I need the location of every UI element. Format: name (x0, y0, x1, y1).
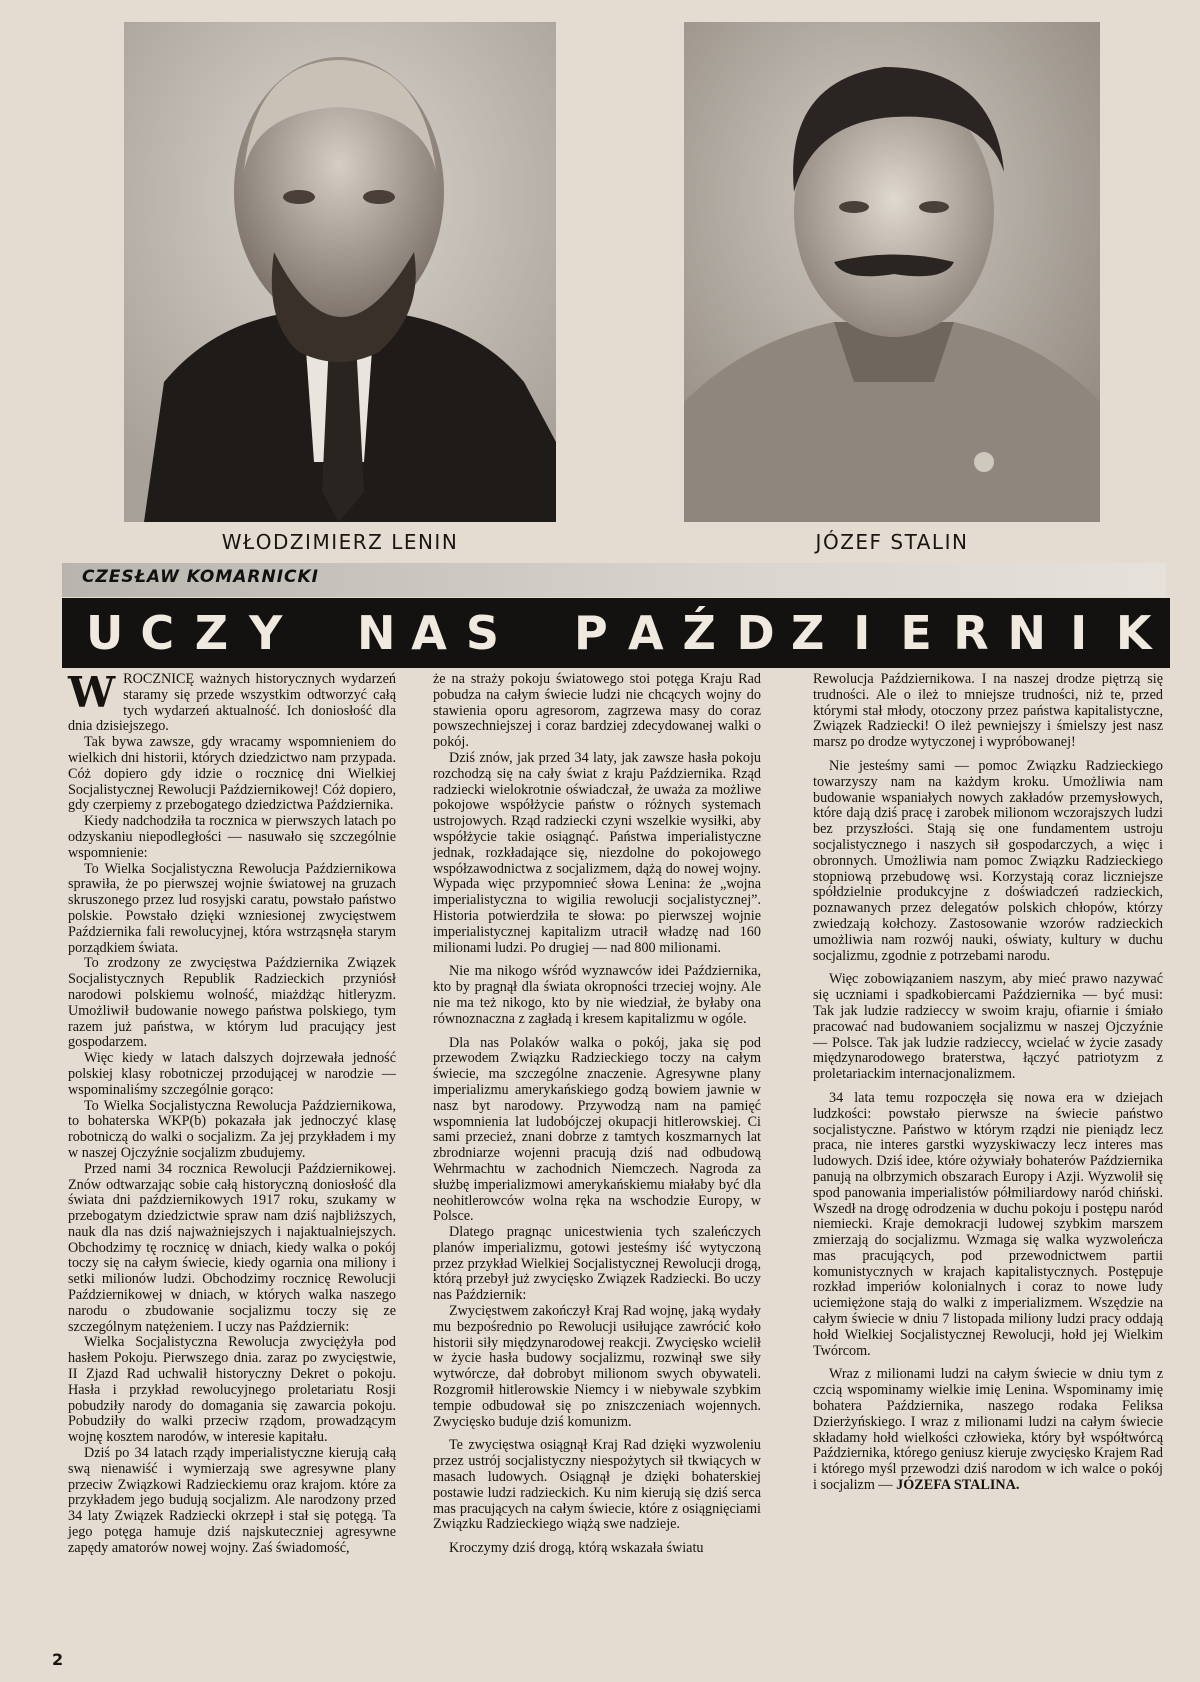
paragraph-text: ROCZNICĘ ważnych historycznych wydarzeń staramy się przede wszystkim odtworzyć całą tych wydarzeń aktualność. Ich doniosłość dla dnia dzisiejszego. (68, 671, 396, 735)
title-letter: K (1115, 606, 1152, 660)
portrait-caption-left: WŁODZIMIERZ LENIN (221, 530, 459, 554)
title-letter: Y (248, 606, 283, 660)
title-letter: Z (790, 606, 825, 660)
article-column-3 (813, 672, 1163, 1494)
article-paragraph: Dlatego pragnąc unicestwienia tych szaleńczych planów imperializmu, gotowi jesteśmy iść wytyczoną przez przykład Wielkiej Socjalistycznej Rewolucji drogą, którą przebył już zwycięsko Związek Radziecki. Bo uczy nas Październik: (433, 1224, 761, 1304)
article-paragraph: Nie jesteśmy sami — pomoc Związku Radzieckiego towarzyszy nam na każdym kroku. Umożliwia nam budowanie wspaniałych nowych zakładów przemysłowych, które dają dziś pracę i zarobek milionom wczorajszych ludzi bez przyszłości. Stają się one fundamentem ustroju socjalistycznego i naszych sił gospodarczych, a więc i obronnych. Umożliwia nam pomoc Związku Radzieckiego stopniową przebudowę wsi. Korzystają coraz liczniejsze spółdzielnie produkcyjne z doświadczeń radzieckich, poznawanych przez delegatów polskich chłopów, którzy zwiedzają kołchozy. Zastosowanie wzorów radzieckich umożliwia nam rozwój nauki, oświaty, kultury w duchu socjalizmu, zgodnie z potrzebami narodu. (813, 757, 1163, 964)
title-letter: I (1070, 606, 1088, 660)
article-paragraph: To Wielka Socjalistyczna Rewolucja Październikowa sprawiła, że po pierwszej wojnie światowej na gruzach skruszonego przez lud rosyjski caratu, powstało państwo polskie. Powstało dzięki wzniesionej zwycięstwem Października fali rewolucyjnej, która wstrząsnęła starym porządkiem świata. (68, 860, 396, 956)
title-letter: S (465, 606, 499, 660)
article-paragraph: Wielka Socjalistyczna Rewolucja zwyciężyła pod hasłem Pokoju. Pierwszego dnia. zaraz po zwycięstwie, II Zjazd Rad uchwalił historyczny Dekret o pokoju. Hasła i przykład rewolucyjnego proletariatu Rosji pobudziły narody do domagania się zawarcia pokoju. Pobudziły do walki przeciw rządom, prowadzącym wojnę kosztem narodów, w interesie kapitału. (68, 1334, 396, 1446)
article-paragraph: Kiedy nadchodziła ta rocznica w pierwszych latach po odzyskaniu niepodległości — nasuwało się szczególnie wspomnienie: (68, 813, 396, 861)
title-letter: A (628, 606, 664, 660)
article-column-2 (433, 672, 761, 1557)
article-paragraph: Dla nas Polaków walka o pokój, jaka się pod przewodem Związku Radzieckiego toczy na całym świecie, ma szczególne znaczenie. Agresywne plany imperializmu amerykańskiego godzą bowiem jawnie w nasz byt narodowy. Przywodzą nam na pamięć wspomnienia lat ludobójczej okupacji hitlerowskiej. Ci sami przecież, znani dobrze z tamtych koszmarnych lat zbrodniarze wojenni pracują dziś nad odbudową Wehrmachtu w zachodnich Niemczech. Nagroda za służbę imperializmowi amerykańskiemu miałaby być dla neohitlerowców wolna ręka na wschodzie Europy, w Polsce. (433, 1034, 761, 1225)
title-letter: P (573, 606, 608, 660)
article-paragraph: Dziś znów, jak przed 34 laty, jak zawsze hasła pokoju rozchodzą się na cały świat z kraju Października. Rząd radziecki wielokrotnie oświadczał, że uważa za możliwe pokojowe współżycie państw o różnych systemach ustrojowych. Rząd radziecki czyni wszelkie wysiłki, aby współżycie takie osiągnąć. Państwa imperialistyczne jednak, rozkładające się, niezdolne do pokojowego współzawodnictwa z socjalizmem, dążą do nowej wojny. Wypada więc przypomnieć słowa Lenina: że „wojna imperialistyczna to wigilia rewolucji socjalistycznej”. Historia potwierdziła te słowa: po pierwszej wojnie imperialistycznej kapitalizm utracił władzę nad 160 milionami ludzi. Po drugiej — nad 800 milionami. (433, 749, 761, 956)
article-paragraph (68, 668, 396, 735)
article-paragraph: 34 lata temu rozpoczęła się nowa era w dziejach ludzkości: powstało pierwsze na świecie państwo socjalistyczne. Państwo w którym rządzi nie pieniądz lecz praca, nie interes garstki wyzyskiwaczy lecz interes mas ludowych. Dziś idee, które ożywiały bohaterów Października panują na olbrzymich obszarach Europy i Azji. Wyzwolił się spod panowania imperialistów półmiliardowy naród chiński. Wszedł na drogę odrodzenia w duchu pokoju i postępu naród niemiecki. Kraje demokracji ludowej szybkim marszem zmierzają do socjalizmu. Wzmaga się walka wyzwoleńcza mas pracujących, pod przewodnictwem partii komunistycznych w krajach kapitalistycznych. Postępuje rozkład imperiów kolonialnych i coraz to nowe ludy uciemiężone stają do walki z imperializmem. Wszędzie na całym świecie w dniu 7 listopada miliony ludzi pracy oddają hołd Wielkiej Socjalistycznej Rewolucji, hołd jej Wielkim Twórcom. (813, 1089, 1163, 1359)
article-paragraph: Dziś po 34 latach rządy imperialistyczne kierują całą swą nienawiść i wymierzają swe agresywne plany przeciw Związkowi Radzieckiemu oraz krajom. które za przykładem jego budują socjalizm. Ale narodzony przed 34 laty Związek Radziecki okrzepł i stał się potęgą. Ta jego potęga hamuje dziś najskuteczniej agresywne zapędy amatorów nowej wojny. Zaś świadomość, (68, 1445, 396, 1556)
paragraph-text: Wraz z milionami ludzi na całym świecie w dniu tym z czcią wspominamy wielkie imię Lenina. Wspominamy imię bohatera Października, naszego rodaka Feliksa Dzierżyńskiego. I wraz z milionami ludzi na całym świecie składamy hołd wielkości człowieka, który był współtwórcą Października, którego geniusz kieruje zwycięsko Krajem Rad i którego myśl przewodzi dziś narodom w ich walce o pokój i socjalizm — (813, 1366, 1163, 1494)
article-paragraph: Rewolucja Październikowa. I na naszej drodze piętrzą się trudności. Ale o ileż to mniejsze trudności, niż te, przed którymi stał młody, otoczony przez państwa kapitalistyczne, Związek Radziecki! O ileż pewniejszy i śmielszy jest nasz marsz po drodze wytyczonej i wypróbowanej! (813, 671, 1163, 751)
article-paragraph: Więc zobowiązaniem naszym, aby mieć prawo nazywać się uczniami i spadkobiercami Października — być musi: Tak jak ludzie radzieccy w swoim kraju, ofiarnie i śmiało pracować nad budowaniem socjalizmu w naszej Ojczyźnie — Polsce. Tak jak ludzie radzieccy, wcielać w życie zasady międzynarodowego braterstwa, łączyć patriotyzm z proletariackim internacjonalizmem. (813, 971, 1163, 1083)
portrait-lenin (124, 22, 556, 522)
article-paragraph: Zwycięstwem zakończył Kraj Rad wojnę, jaką wydały mu bezpośrednio po Rewolucji usiłujące zawrócić koło historii siły międzynarodowej reakcji. Zwycięsko wcielił w życie hasła budowy socjalizmu, rozwinął swe siły wytwórcze, dał dobrobyt milionom swych obywateli. Rozgromił hitlerowskie Niemcy i w niebywale szybkim tempie odbudował się po zniszczeniach wojennych. Zwycięsko buduje dziś komunizm. (433, 1303, 761, 1430)
title-letter: N (1007, 606, 1046, 660)
title-letter: U (86, 606, 124, 660)
article-title (62, 598, 1170, 668)
closing-signature: JÓZEFA STALINA. (896, 1477, 1020, 1494)
title-letter: E (900, 606, 932, 660)
article-column-1 (68, 668, 396, 1557)
article-paragraph: Te zwycięstwa osiągnął Kraj Rad dzięki wyzwoleniu przez ustrój socjalistyczny niespożytych sił tkwiących w masach ludowych. Osiągnął je dzięki bohaterskiej postawie ludzi radzieckich. Ku nim kierują się dziś serca mas pracujących na całym świecie, które z osiągnięciami Związku Radzieckiego wiążą swe nadzieje. (433, 1437, 761, 1533)
portrait-lenin-image (124, 22, 556, 522)
title-letter: R (953, 606, 989, 660)
article-paragraph: Więc kiedy w latach dalszych dojrzewała jedność polskiej klasy robotniczej przodującej w narodzie — wspominaliśmy szczególnie gorąco: (68, 1050, 396, 1098)
title-letter: I (853, 606, 871, 660)
title-letter: A (411, 606, 447, 660)
title-letter: C (140, 606, 175, 660)
title-letter: N (357, 606, 396, 660)
title-letter: D (736, 606, 775, 660)
author-name: CZESŁAW KOMARNICKI (82, 567, 320, 587)
title-letter: Ź (682, 606, 716, 660)
article-paragraph (813, 1367, 1163, 1493)
article-paragraph: To zrodzony ze zwycięstwa Października Związek Socjalistycznych Republik Radzieckich przyniósł narodowi polskiemu wolność, miażdżąc hitleryzm. Umożliwił budowanie nowego państwa polskiego, tym razem już państwa, w którym lud pracujący jest gospodarzem. (68, 955, 396, 1051)
portrait-stalin-image (684, 22, 1100, 522)
article-paragraph: Przed nami 34 rocznica Rewolucji Październikowej. Znów odtwarzając sobie całą historyczną doniosłość dla świata dni październikowych 1917 roku, szukamy w przebogatym dziedzictwie spraw nam dziś najbliższych, nauk dla nas dziś najważniejszych i najaktualniejszych. Obchodzimy tę rocznicę w dniach, kiedy walka o pokój toczy się na całym świecie, kiedy ogarnia ona miliony i setki milionów ludzi. Obchodzimy rocznicę Rewolucji Październikowej w dniach, w których walka naszego narodu o zbudowanie socjalizmu toczy się ze szczególnym natężeniem. I uczy nas Październik: (68, 1160, 396, 1335)
portrait-stalin (684, 22, 1100, 522)
article-paragraph: że na straży pokoju światowego stoi potęga Kraju Rad pobudza na całym świecie ludzi nie chcących wojny do stawienia oporu agresorom, zagrzewa masy do coraz powszechniejszej i coraz bardziej zdecydowanej walki o pokój. (433, 671, 761, 751)
drop-cap: W (68, 668, 116, 717)
title-letter: Z (194, 606, 229, 660)
article-paragraph: Nie ma nikogo wśród wyznawców idei Października, kto by pragnął dla świata okropności trzeciej wojny. Ale nie ma też nikogo, kto by nie wiedział, że byłaby ona równoznaczna z zagładą i kresem kapitalizmu w ogóle. (433, 963, 761, 1027)
portrait-caption-right: JÓZEF STALIN (815, 530, 969, 554)
article-paragraph: To Wielka Socjalistyczna Rewolucja Październikowa, to bohaterska WKP(b) pokazała jak jednoczyć klasę robotniczą do walki o socjalizm. Za jej przykładem i my w naszej Ojczyźnie socjalizm zbudujemy. (68, 1097, 396, 1161)
article-paragraph: Kroczymy dziś drogą, którą wskazała światu (449, 1540, 704, 1557)
article-paragraph: Tak bywa zawsze, gdy wracamy wspomnieniem do wielkich dni historii, których dziedzictwo nam przypada. Cóż dopiero gdy idzie o rocznicę dni Wielkiej Socjalistycznej Rewolucji Październikowej! Cóż dopiero, gdy czerpiemy z przebogatego dziedzictwa Października. (68, 734, 396, 814)
page-number: 2 (52, 1650, 64, 1669)
